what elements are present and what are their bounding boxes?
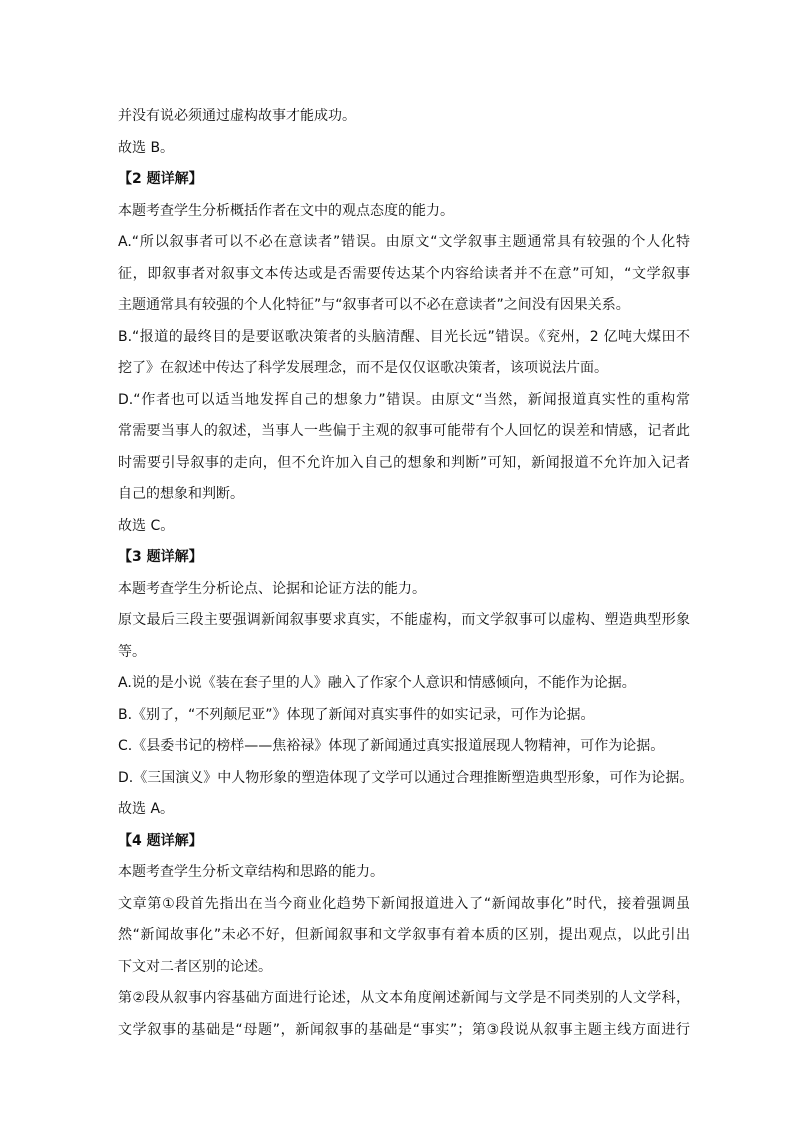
text-line: D.《三国演义》中人物形象的塑造体现了文学可以通过合理推断塑造典型形象，可作为论据。 xyxy=(118,769,694,786)
text-line: 本题考查学生分析文章结构和思路的能力。 xyxy=(118,864,384,880)
section-heading: 【3 题详解】 xyxy=(118,549,203,565)
text-line: 原文最后三段主要强调新闻叙事要求真实，不能虚构，而文学叙事可以虚构、塑造典型形象 xyxy=(118,612,690,628)
section-heading: 【4 题详解】 xyxy=(118,832,203,849)
section-heading: 【2 题详解】 xyxy=(118,171,203,187)
text-line: B.“报道的最终目的是要讴歌决策者的头脑清醒、目光长远”错误。《兖州，2 亿吨大煤田不 xyxy=(118,328,690,345)
text-line: 常需要当事人的叙述，当事人一些偏于主观的叙事可能带有个人回忆的误差和情感，记者此 xyxy=(118,423,690,439)
text-line: D.“作者也可以适当地发挥自己的想象力”错误。由原文“当然，新闻报道真实性的重构常 xyxy=(118,391,690,408)
text-line: B.《别了，“不列颠尼亚”》体现了新闻对真实事件的如实记录，可作为论据。 xyxy=(118,706,595,723)
text-line: 主题通常具有较强的个人化特征”与“叙事者可以不必在意读者”之间没有因果关系。 xyxy=(118,297,630,313)
text-line: 故选 C。 xyxy=(118,517,175,534)
text-line: A.说的是小说《装在套子里的人》融入了作家个人意识和情感倾向，不能作为论据。 xyxy=(118,675,636,691)
text-line: 自己的想象和判断。 xyxy=(118,486,244,502)
text-line: 故选 A。 xyxy=(118,801,175,817)
answer-explanation-text xyxy=(118,101,694,1046)
text-line: A.“所以叙事者可以不必在意读者”错误。由原文“文学叙事主题通常具有较强的个人化特 xyxy=(118,234,690,250)
text-line: 第②段从叙事内容基础方面进行论述，从文本角度阐述新闻与文学是不同类别的人文学科， xyxy=(118,990,690,1006)
text-line: 本题考查学生分析论点、论据和论证方法的能力。 xyxy=(118,580,426,597)
text-line: 故选 B。 xyxy=(118,139,175,156)
text-line: 然“新闻故事化”未必不好，但新闻叙事和文学叙事有着本质的区别，提出观点，以此引出 xyxy=(118,927,690,943)
text-line: 征，即叙事者对叙事文本传达或是否需要传达某个内容给读者并不在意”可知，“文学叙事 xyxy=(118,265,690,282)
text-line: C.《县委书记的榜样——焦裕禄》体现了新闻通过真实报道展现人物精神，可作为论据。 xyxy=(118,738,665,754)
text-line: 等。 xyxy=(118,643,146,660)
text-line: 文学叙事的基础是“母题”，新闻叙事的基础是“事实”；第③段说从叙事主题主线方面进行 xyxy=(118,1021,690,1038)
text-line: 下文对二者区别的论述。 xyxy=(118,958,272,975)
text-line: 并没有说必须通过虚构故事才能成功。 xyxy=(118,108,356,124)
text-line: 挖了》在叙述中传达了科学发展理念，而不是仅仅讴歌决策者，该项说法片面。 xyxy=(118,360,608,376)
text-line: 文章第①段首先指出在当今商业化趋势下新闻报道进入了“新闻故事化”时代，接着强调虽 xyxy=(118,895,690,912)
text-line: 时需要引导叙事的走向，但不允许加入自己的想象和判断”可知，新闻报道不允许加入记者 xyxy=(118,454,690,471)
text-line: 本题考查学生分析概括作者在文中的观点态度的能力。 xyxy=(118,202,454,219)
